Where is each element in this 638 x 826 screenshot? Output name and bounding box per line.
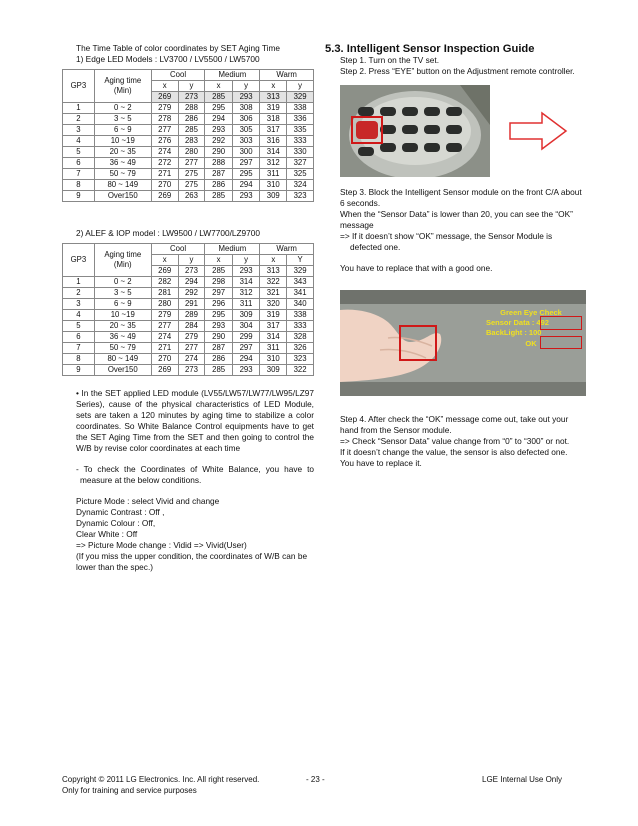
aging-range: 10 ~19 [94, 136, 151, 147]
intro-text: The Time Table of color coordinates by SET Aging Time [76, 43, 280, 53]
coordinate-value: 297 [232, 158, 260, 169]
aging-range: Over150 [94, 365, 151, 376]
cool-header: Cool [151, 244, 205, 255]
coordinate-value: 277 [178, 343, 205, 354]
coordinate-value: 288 [205, 158, 232, 169]
coordinate-value: 297 [205, 288, 232, 299]
sub-header: x [151, 81, 178, 92]
table-row [63, 310, 314, 321]
step-3 [340, 187, 586, 274]
table-row [63, 299, 314, 310]
sub-header: x [260, 81, 287, 92]
coordinate-value: 319 [260, 103, 287, 114]
gp-label: GP3 [63, 70, 95, 103]
coordinate-value: 341 [287, 288, 314, 299]
row-index: 3 [63, 125, 95, 136]
table-row [63, 180, 314, 191]
coordinate-value: 322 [260, 277, 287, 288]
cool-header: Cool [151, 70, 205, 81]
ok-label: OK [525, 339, 537, 348]
coordinate-value: 290 [205, 147, 232, 158]
coordinate-value: 312 [260, 158, 287, 169]
table-row [63, 321, 314, 332]
coordinate-value: 270 [151, 180, 178, 191]
table-row [63, 354, 314, 365]
coordinate-value: 317 [260, 125, 287, 136]
coordinate-value: 277 [178, 158, 205, 169]
coordinate-value: 311 [232, 299, 260, 310]
medium-header: Medium [205, 244, 260, 255]
coordinate-value: 295 [205, 103, 232, 114]
coordinate-value: 312 [232, 288, 260, 299]
coordinate-value: 293 [232, 365, 260, 376]
aging-range: 80 ~ 149 [94, 354, 151, 365]
condition-line: Picture Mode : select Vivid and change [76, 496, 220, 506]
coordinate-value: 284 [178, 321, 205, 332]
row-index: 5 [63, 147, 95, 158]
coordinate-value: 279 [151, 103, 178, 114]
row-index: 9 [63, 191, 95, 202]
coordinate-value: 286 [178, 114, 205, 125]
coordinate-value: 297 [232, 343, 260, 354]
coordinate-value: 328 [287, 332, 314, 343]
aging-header: Aging time (Min) [94, 70, 151, 103]
coordinate-value: 327 [287, 158, 314, 169]
table-row [63, 169, 314, 180]
left-column [62, 43, 314, 573]
aging-range: 36 ~ 49 [94, 332, 151, 343]
table-row [63, 114, 314, 125]
coordinate-value: 311 [260, 343, 287, 354]
page-number: - 23 - [306, 775, 325, 784]
aging-range: 20 ~ 35 [94, 321, 151, 332]
coordinate-value: 283 [178, 136, 205, 147]
coordinate-value: 289 [178, 310, 205, 321]
step-3-line: When the “Sensor Data” is lower than 20, you can see the “OK” message [340, 209, 573, 230]
coordinate-value: 294 [205, 114, 232, 125]
coordinate-value: 314 [232, 277, 260, 288]
coordinate-value: 322 [287, 365, 314, 376]
coordinate-value: 321 [260, 288, 287, 299]
coordinate-value: 318 [260, 114, 287, 125]
aging-range: Over150 [94, 191, 151, 202]
medium-header: Medium [205, 70, 260, 81]
coordinate-value: 324 [287, 180, 314, 191]
coordinate-value: 311 [260, 169, 287, 180]
table-row [63, 277, 314, 288]
sensor-data-label: Sensor Data : 492 [486, 318, 549, 327]
row-index: 7 [63, 169, 95, 180]
table-row [63, 136, 314, 147]
ref-value: 329 [287, 266, 314, 277]
coordinate-value: 291 [178, 299, 205, 310]
row-index: 4 [63, 310, 95, 321]
step-4-line: Step 4. After check the “OK” message come out, take out your hand from the Sensor module. [340, 414, 569, 435]
coordinate-value: 309 [260, 191, 287, 202]
gp-label: GP3 [63, 244, 95, 277]
sub-header: y [232, 255, 260, 266]
coordinate-value: 305 [232, 125, 260, 136]
condition-line: Clear White : Off [76, 529, 138, 539]
coordinate-value: 314 [260, 147, 287, 158]
coordinate-value: 316 [260, 136, 287, 147]
coordinate-value: 277 [151, 321, 178, 332]
section-heading: 5.3. Intelligent Sensor Inspection Guide [325, 43, 535, 55]
ref-value: 293 [232, 92, 260, 103]
sensor-block-illustration [340, 290, 586, 396]
ref-value: 269 [151, 266, 178, 277]
ref-value: 293 [232, 266, 260, 277]
coordinate-value: 279 [178, 332, 205, 343]
coordinate-value: 323 [287, 191, 314, 202]
table-row [63, 191, 314, 202]
coordinate-value: 287 [205, 169, 232, 180]
row-index: 3 [63, 299, 95, 310]
coordinate-value: 282 [151, 277, 178, 288]
conditions-list [62, 496, 314, 573]
sub-header: y [178, 81, 205, 92]
sub-header: Y [287, 255, 314, 266]
coordinate-value: 338 [287, 310, 314, 321]
internal-use-note: LGE Internal Use Only [482, 775, 563, 784]
coordinate-value: 290 [205, 332, 232, 343]
coordinate-value: 340 [287, 299, 314, 310]
row-index: 8 [63, 180, 95, 191]
coordinate-value: 293 [232, 191, 260, 202]
coordinate-value: 292 [205, 136, 232, 147]
warm-header: Warm [260, 70, 314, 81]
backlight-label: BackLight : 100 [486, 328, 542, 337]
table-row [63, 365, 314, 376]
ref-value: 313 [260, 92, 287, 103]
table-row [63, 343, 314, 354]
sub-header: y [178, 255, 205, 266]
condition-line: Dynamic Contrast : Off , [76, 507, 165, 517]
check-conditions-note: - To check the Coordinates of White Balance, you have to measure at the below conditions. [76, 464, 314, 485]
coordinate-value: 285 [205, 365, 232, 376]
table-row [63, 158, 314, 169]
sensor-screen [482, 308, 580, 349]
aging-range: 50 ~ 79 [94, 169, 151, 180]
ok-highlight-box [540, 336, 582, 349]
coordinate-value: 279 [151, 310, 178, 321]
sub-header: x [260, 255, 287, 266]
step-3-line: Step 3. Block the Intelligent Sensor module on the front C/A about 6 seconds. [340, 187, 582, 208]
sub-header: x [151, 255, 178, 266]
ref-value: 313 [260, 266, 287, 277]
ref-value: 273 [178, 92, 205, 103]
table-row [63, 147, 314, 158]
coordinate-value: 330 [287, 147, 314, 158]
aging-range: 3 ~ 5 [94, 114, 151, 125]
ref-value: 285 [205, 92, 232, 103]
coordinate-value: 293 [205, 125, 232, 136]
aging-header: Aging time (Min) [94, 244, 151, 277]
coordinate-value: 273 [178, 365, 205, 376]
coordinate-value: 306 [232, 114, 260, 125]
coordinate-value: 296 [205, 299, 232, 310]
table-row [63, 288, 314, 299]
coordinate-value: 333 [287, 136, 314, 147]
coordinate-value: 280 [178, 147, 205, 158]
condition-line: Dynamic Colour : Off, [76, 518, 156, 528]
row-index: 4 [63, 136, 95, 147]
coordinate-value: 298 [205, 277, 232, 288]
warm-header: Warm [260, 244, 314, 255]
row-index: 9 [63, 365, 95, 376]
coordinate-value: 320 [260, 299, 287, 310]
remote-illustration [340, 85, 586, 177]
table-row [63, 125, 314, 136]
step-3-line: You have to replace that with a good one. [340, 263, 493, 273]
coordinate-value: 288 [178, 103, 205, 114]
step-4 [340, 414, 586, 469]
ref-value: 273 [178, 266, 205, 277]
copyright: Copyright © 2011 LG Electronics. Inc. All right reserved. [62, 775, 260, 784]
row-index: 1 [63, 277, 95, 288]
coordinate-value: 295 [205, 310, 232, 321]
coordinate-value: 304 [232, 321, 260, 332]
coordinate-value: 281 [151, 288, 178, 299]
training-note: Only for training and service purposes [62, 786, 197, 795]
coordinate-value: 309 [232, 310, 260, 321]
coordinate-value: 294 [178, 277, 205, 288]
color-table-edge-led [62, 69, 314, 202]
sub-header: y [232, 81, 260, 92]
aging-range: 10 ~19 [94, 310, 151, 321]
condition-line: (If you miss the upper condition, the coordinates of W/B can be lower than the spec.) [76, 551, 308, 572]
ref-value: 329 [287, 92, 314, 103]
arrow-right-icon [508, 111, 568, 151]
row-index: 2 [63, 114, 95, 125]
step-4-line: You have to replace it. [340, 458, 422, 468]
coordinate-value: 299 [232, 332, 260, 343]
sensor-highlight-box [540, 316, 582, 330]
sub-header: x [205, 255, 232, 266]
coordinate-value: 286 [205, 354, 232, 365]
coordinate-value: 269 [151, 365, 178, 376]
section-edge-led: 1) Edge LED Models : LV3700 / LV5500 / LW5700 [76, 54, 260, 64]
section-alef-iop: 2) ALEF & IOP model : LW9500 / LW7700/LZ9700 [76, 228, 261, 238]
coordinate-value: 295 [232, 169, 260, 180]
coordinate-value: 276 [151, 136, 178, 147]
coordinate-value: 333 [287, 321, 314, 332]
coordinate-value: 278 [151, 114, 178, 125]
coordinate-value: 308 [232, 103, 260, 114]
aging-range: 50 ~ 79 [94, 343, 151, 354]
coordinate-value: 335 [287, 125, 314, 136]
coordinate-value: 272 [151, 158, 178, 169]
row-index: 7 [63, 343, 95, 354]
coordinate-value: 275 [178, 180, 205, 191]
coordinate-value: 336 [287, 114, 314, 125]
coordinate-value: 274 [151, 147, 178, 158]
step-4-line: => Check “Sensor Data” value change from “0” to “300” or not. [340, 436, 570, 446]
row-index: 2 [63, 288, 95, 299]
coordinate-value: 280 [151, 299, 178, 310]
coordinate-value: 323 [287, 354, 314, 365]
step-3-line: => If it doesn’t show “OK” message, the Sensor Module is defected one. [340, 231, 553, 252]
table-row [63, 332, 314, 343]
coordinate-value: 303 [232, 136, 260, 147]
ref-value: 269 [151, 92, 178, 103]
right-column [340, 55, 586, 469]
aging-range: 80 ~ 149 [94, 180, 151, 191]
coordinate-value: 274 [178, 354, 205, 365]
coordinate-value: 293 [205, 321, 232, 332]
aging-range: 20 ~ 35 [94, 147, 151, 158]
coordinate-value: 294 [232, 354, 260, 365]
coordinate-value: 285 [205, 191, 232, 202]
coordinate-value: 326 [287, 343, 314, 354]
aging-range: 0 ~ 2 [94, 103, 151, 114]
row-index: 8 [63, 354, 95, 365]
coordinate-value: 292 [178, 288, 205, 299]
coordinate-value: 286 [205, 180, 232, 191]
coordinate-value: 277 [151, 125, 178, 136]
table-row [63, 103, 314, 114]
row-index: 5 [63, 321, 95, 332]
coordinate-value: 274 [151, 332, 178, 343]
coordinate-value: 300 [232, 147, 260, 158]
sub-header: x [205, 81, 232, 92]
remote-photo [340, 85, 490, 177]
step-2: Step 2. Press “EYE” button on the Adjustment remote controller. [340, 66, 575, 76]
footer-left [62, 774, 259, 796]
coordinate-value: 314 [260, 332, 287, 343]
coordinate-value: 319 [260, 310, 287, 321]
aging-range: 0 ~ 2 [94, 277, 151, 288]
coordinate-value: 338 [287, 103, 314, 114]
coordinate-value: 270 [151, 354, 178, 365]
step-1: Step 1. Turn on the TV set. [340, 55, 440, 65]
led-note-bullet: • In the SET applied LED module (LV55/LW57/LW77/LW95/LZ97 Series), cause of the physical characteristics of LED Module, sets are taken a 120 minutes by aging time to stabilize a color coordinates. So White Balance Control equipments have to get the SET Aging Time from the SET and then going to control the W/B by revise color coordinates at each time [76, 388, 314, 453]
coordinate-value: 325 [287, 169, 314, 180]
coordinate-value: 271 [151, 169, 178, 180]
aging-range: 6 ~ 9 [94, 299, 151, 310]
coordinate-value: 317 [260, 321, 287, 332]
row-index: 6 [63, 332, 95, 343]
sub-header: y [287, 81, 314, 92]
coordinate-value: 310 [260, 354, 287, 365]
coordinate-value: 287 [205, 343, 232, 354]
aging-range: 6 ~ 9 [94, 125, 151, 136]
coordinate-value: 269 [151, 191, 178, 202]
coordinate-value: 309 [260, 365, 287, 376]
screen-title: Green Eye Check [500, 308, 562, 317]
condition-line: => Picture Mode change : Vidid => Vivid(User) [76, 540, 247, 550]
coordinate-value: 310 [260, 180, 287, 191]
coordinate-value: 294 [232, 180, 260, 191]
coordinate-value: 343 [287, 277, 314, 288]
coordinate-value: 275 [178, 169, 205, 180]
coordinate-value: 285 [178, 125, 205, 136]
coordinate-value: 263 [178, 191, 205, 202]
aging-range: 3 ~ 5 [94, 288, 151, 299]
row-index: 6 [63, 158, 95, 169]
color-table-alef-iop [62, 243, 314, 376]
step-3-spacer [340, 253, 586, 263]
row-index: 1 [63, 103, 95, 114]
ref-value: 285 [205, 266, 232, 277]
aging-range: 36 ~ 49 [94, 158, 151, 169]
step-4-line: If it doesn’t change the value, the sensor is also defected one. [340, 447, 568, 457]
coordinate-value: 271 [151, 343, 178, 354]
